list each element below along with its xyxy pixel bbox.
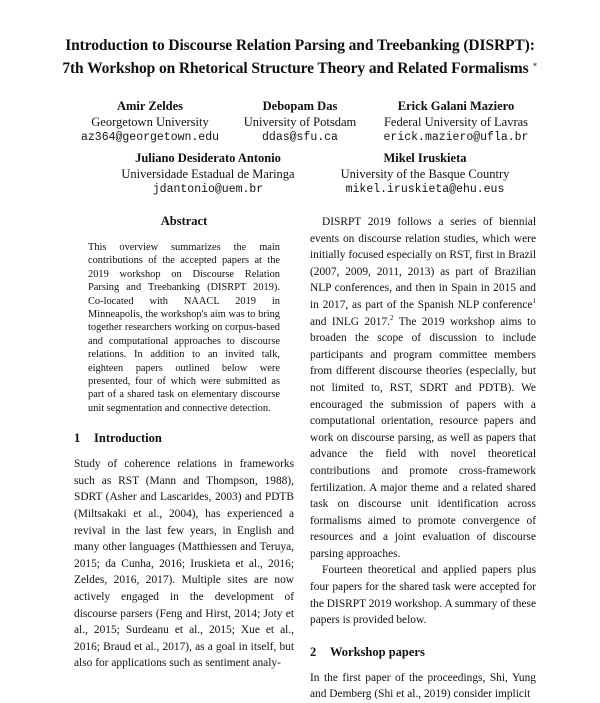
author-block: [70, 98, 230, 146]
author-block: [230, 98, 370, 146]
section-number: 2: [310, 644, 317, 659]
title-line-2: 7th Workshop on Rhetorical Structure Theory and Related Formalisms: [62, 60, 529, 78]
author-email[interactable]: erick.maziero@ufla.br: [383, 131, 529, 144]
footnote-mark-1[interactable]: 1: [532, 297, 536, 306]
workshop-papers-paragraph: In the first paper of the proceedings, Shi, Yung and Demberg (Shi et al., 2019) consider implicit: [310, 671, 536, 701]
author-affiliation: Universidade Estadual de Maringa: [121, 167, 295, 181]
section-title: Introduction: [94, 431, 162, 446]
author-affiliation: Federal University of Lavras: [383, 115, 529, 129]
author-name: Debopam Das: [262, 99, 338, 113]
author-email[interactable]: ddas@sfu.ca: [262, 131, 338, 144]
section-title: Workshop papers: [330, 644, 425, 659]
author-name: Amir Zeldes: [116, 99, 184, 113]
disrpt-paragraph-part-a: DISRPT 2019 follows a series of biennial events on discourse relation studies, which were initially focused especially on RST, first in Brazil (2007, 2009, 2011, 2013) as part of Brazilian NLP conferences, and then in Spain in 2015 and in 2017, as part of the Spanish NLP conference: [310, 216, 536, 311]
footnote-mark-2[interactable]: 2: [390, 313, 394, 322]
author-affiliation: Georgetown University: [91, 115, 209, 129]
author-email[interactable]: jdantonio@uem.br: [152, 183, 264, 196]
left-column: [74, 214, 294, 672]
author-block: [366, 98, 546, 146]
right-column: [310, 214, 536, 703]
author-email[interactable]: mikel.iruskieta@ehu.eus: [345, 183, 505, 196]
introduction-paragraph: Study of coherence relations in frameworks such as RST (Mann and Thompson, 1988), SDRT (Asher and Lascarides, 2003) and PDTB (Miltsakaki et al., 2004), has experienced a revival in the last few years, in English and many other languages (Matthiessen and Teruya, 2015; da Cunha, 2016; Iruskieta et al., 2016; Zeldes, 2016, 2017). Multiple sites are now actively engaged in the development of discourse parsers (Feng and Hirst, 2014; Joty et al., 2015; Surdeanu et al., 2015; Xue et al., 2016; Braud et al., 2017), as a goal in itself, but also for applications such as sentiment analy-: [74, 458, 294, 670]
disrpt-paragraph-part-c: The 2019 workshop aims to broaden the scope of discussion to include participants and program committee members from different discourse theories (especially, but not limited to, RST, SDRT and PDTB). We encouraged the submission of papers with a computational orientation, resource papers and work on discourse parsing, as well as papers that advance the field with novel theoretical contributions and promote cross-framework fertilization. A major theme and a related shared task on discourse unit identification across formalisms aimed to promote convergence of resources and a joint evaluation of discourse parsing approaches.: [310, 315, 536, 560]
summary-paragraph: Fourteen theoretical and applied papers plus four papers for the shared task were accepted for the DISRPT 2019 workshop. A summary of these papers is provided below.: [310, 564, 536, 627]
author-affiliation: University of Potsdam: [243, 115, 357, 129]
section-number: 1: [74, 431, 81, 446]
abstract-text: This overview summarizes the main contributions of the accepted papers at the 2019 workshop on Discourse Relation Parsing and Treebanking (DISRPT 2019). Co-located with NAACL 2019 in Minneapolis, the workshop's aim was to bring together researchers working on corpus-based and computational approaches to discourse relations. In addition to an invited talk, eighteen papers outlined below were presented, four of which were submitted as part of a shared task on elementary discourse unit segmentation and connective detection.: [88, 242, 280, 414]
author-affiliation: University of the Basque Country: [340, 167, 510, 181]
author-name: Erick Galani Maziero: [397, 99, 515, 113]
author-name: Juliano Desiderato Antonio: [135, 151, 281, 165]
section-heading-introduction: [74, 431, 294, 446]
author-block: [330, 150, 520, 198]
author-email[interactable]: az364@georgetown.edu: [80, 131, 220, 144]
title-footnote-mark: ∗: [532, 60, 538, 69]
paper-title: [40, 36, 560, 78]
section-heading-workshop-papers: [310, 645, 536, 660]
disrpt-paragraph-part-b: and INLG 2017.: [310, 315, 391, 328]
abstract-heading: Abstract: [160, 214, 208, 228]
title-line-1: Introduction to Discourse Relation Parsing and Treebanking (DISRPT):: [65, 37, 535, 54]
author-block: [108, 150, 308, 198]
disrpt-paragraph: [310, 214, 536, 562]
author-name: Mikel Iruskieta: [383, 151, 467, 165]
